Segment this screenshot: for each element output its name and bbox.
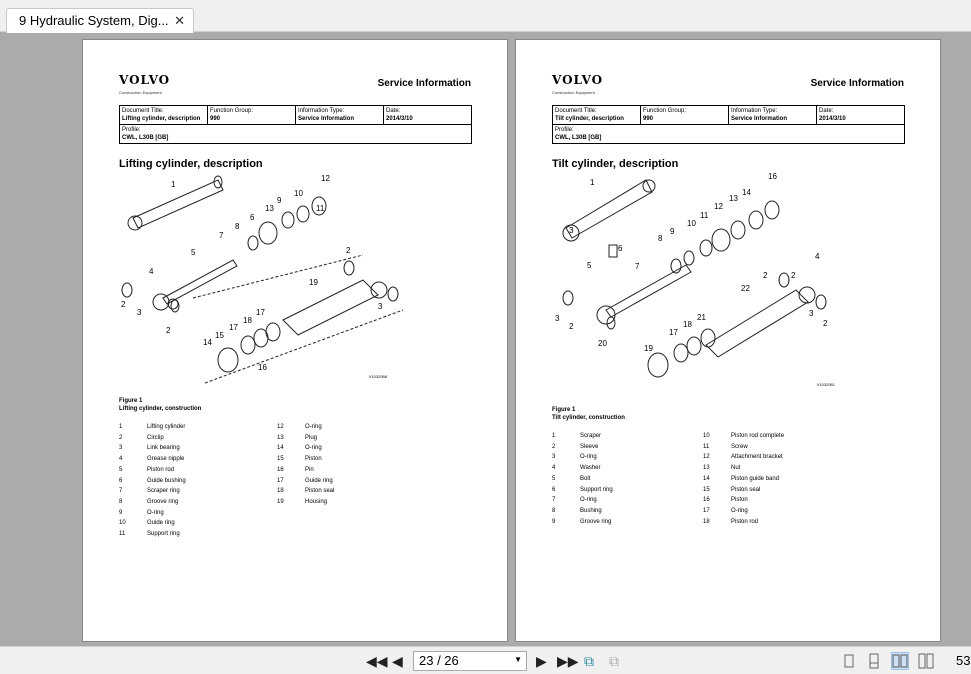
part-name: Washer — [580, 465, 601, 472]
logo-subtitle: Construction Equipment — [119, 90, 162, 95]
callout-number: 17 — [669, 328, 678, 337]
callout-number: 1 — [171, 180, 176, 189]
part-number: 14 — [277, 445, 284, 452]
part-number: 4 — [552, 465, 556, 472]
callout-number: 3 — [809, 309, 814, 318]
tab-title: 9 Hydraulic System, Dig... — [19, 13, 169, 28]
doc-title-label: Document Title: — [555, 108, 597, 114]
callout-number: 2 — [121, 300, 126, 309]
part-number: 2 — [119, 434, 123, 441]
callout-number: 4 — [149, 267, 154, 276]
part-name: Guide bushing — [147, 477, 186, 484]
callout-number: 11 — [316, 204, 325, 213]
part-name: O-ring — [305, 424, 322, 430]
part-name: Piston seal — [305, 488, 335, 495]
callout-number: 20 — [598, 339, 607, 348]
parts-list-row — [119, 476, 186, 487]
figure-id: V1032958 — [368, 374, 387, 379]
part-name: Groove ring — [147, 498, 179, 505]
callout-number: 19 — [644, 344, 653, 353]
callout-number: 2 — [166, 326, 171, 335]
callout-number: 5 — [587, 261, 592, 270]
volvo-logo: VOLVO — [119, 73, 171, 87]
logo-subtitle: Construction Equipment — [552, 90, 595, 95]
info-type-label: Information Type: — [731, 108, 778, 114]
part-name: Housing — [305, 498, 328, 505]
callout-number: 16 — [258, 363, 267, 372]
part-number: 17 — [277, 477, 284, 484]
figure-label: Figure 1 — [552, 407, 576, 413]
part-name: Grease nipple — [147, 456, 185, 463]
figure-label: Figure 1 — [119, 398, 143, 404]
parts-list-row — [703, 463, 784, 474]
callout-number: 12 — [321, 174, 330, 183]
part-name: O-ring — [305, 445, 322, 452]
callout-number: 2 — [346, 246, 351, 255]
part-name: Circlip — [147, 434, 164, 441]
parts-list-row — [703, 442, 784, 453]
part-number: 4 — [119, 456, 123, 463]
parts-list-row — [277, 476, 334, 487]
single-page-view-icon[interactable] — [840, 652, 858, 670]
part-number: 1 — [552, 433, 556, 439]
part-name: Piston rod — [731, 518, 759, 525]
callout-number: 15 — [215, 331, 224, 340]
part-number: 3 — [552, 454, 556, 461]
part-name: Screw — [731, 443, 748, 450]
part-number: 10 — [119, 520, 126, 527]
parts-list-row — [552, 452, 613, 463]
figure-id: V1032951 — [816, 382, 835, 387]
first-page-button[interactable]: ◀◀ — [366, 653, 388, 669]
page-selector[interactable] — [413, 651, 527, 671]
parts-list — [277, 422, 334, 508]
close-tab-icon[interactable]: ✕ — [174, 13, 185, 28]
part-name: Pin — [305, 466, 314, 473]
parts-list-row — [277, 497, 334, 508]
parts-list-row — [119, 454, 186, 465]
parts-list-row — [703, 506, 784, 517]
continuous-view-icon[interactable] — [865, 652, 883, 670]
profile: CWL, L30B [GB] — [555, 135, 602, 141]
callout-number: 8 — [658, 234, 663, 243]
part-number: 3 — [119, 445, 123, 452]
parts-list-row — [552, 431, 613, 442]
part-number: 16 — [277, 466, 284, 473]
continuous-facing-view-icon[interactable] — [917, 652, 935, 670]
parts-list-row — [703, 452, 784, 463]
page-heading: Lifting cylinder, description — [119, 158, 263, 170]
callout-number: 1 — [590, 178, 595, 187]
part-name: Attachment bracket — [731, 454, 783, 461]
page-number: 23 / 26 — [419, 653, 459, 668]
parts-list-row — [277, 422, 334, 433]
info-type: Service Information — [731, 116, 788, 122]
figure-title: Tilt cylinder, construction — [552, 415, 625, 421]
callout-number: 22 — [741, 284, 750, 293]
callout-number: 8 — [235, 222, 240, 231]
callout-number: 2 — [763, 271, 768, 280]
part-name: Piston guide band — [731, 475, 780, 482]
parts-list-row — [552, 485, 613, 496]
part-name: Piston seal — [731, 486, 761, 493]
part-number: 18 — [277, 488, 284, 495]
callout-number: 13 — [265, 204, 274, 213]
volvo-logo: VOLVO — [552, 73, 604, 87]
parts-list-row — [552, 474, 613, 485]
doc-title-label: Document Title: — [122, 108, 164, 114]
parts-list-row — [119, 497, 186, 508]
callout-number: 16 — [768, 172, 777, 181]
part-name: Bushing — [580, 507, 602, 514]
callout-number: 11 — [700, 211, 709, 220]
parts-list-row — [703, 474, 784, 485]
callout-number: 17 — [256, 308, 265, 317]
callout-number: 10 — [687, 219, 696, 228]
part-number: 11 — [703, 443, 710, 450]
part-number: 1 — [119, 424, 123, 430]
callout-number: 3 — [137, 308, 142, 317]
part-number: 9 — [552, 518, 556, 525]
callout-number: 7 — [219, 231, 224, 240]
next-view-icon: ⧉ — [609, 653, 619, 669]
parts-list-row — [119, 508, 186, 519]
part-number: 5 — [119, 466, 123, 473]
part-name: Piston rod — [147, 466, 175, 473]
callout-number: 7 — [635, 262, 640, 271]
callout-number: 10 — [294, 189, 303, 198]
callout-number: 2 — [791, 271, 796, 280]
doc-title: Lifting cylinder, description — [122, 116, 201, 122]
callout-number: 14 — [742, 188, 751, 197]
parts-list-row — [277, 443, 334, 454]
parts-list-row — [119, 518, 186, 529]
part-number: 17 — [703, 507, 710, 514]
part-number: 9 — [119, 509, 123, 516]
part-number: 15 — [277, 456, 284, 463]
callout-number: 18 — [243, 316, 252, 325]
parts-list-row — [703, 431, 784, 442]
navigation-toolbar — [0, 646, 971, 674]
date: 2014/3/10 — [386, 116, 413, 122]
parts-list-row — [119, 486, 186, 497]
parts-list-row — [277, 486, 334, 497]
part-name: O-ring — [731, 507, 748, 514]
exploded-view-drawing — [516, 40, 942, 643]
document-page — [82, 39, 508, 642]
parts-list-row — [703, 485, 784, 496]
callout-number: 6 — [250, 213, 255, 222]
callout-number: 5 — [191, 248, 196, 257]
parts-list-row — [277, 433, 334, 444]
callout-number: 19 — [309, 278, 318, 287]
next-page-button[interactable]: ▶ — [536, 653, 547, 669]
part-number: 15 — [703, 486, 710, 493]
facing-view-icon[interactable] — [891, 652, 909, 670]
parts-list — [703, 431, 784, 527]
callout-number: 9 — [277, 196, 282, 205]
callout-number: 3 — [569, 226, 574, 235]
date-label: Date: — [819, 108, 834, 114]
part-number: 7 — [552, 497, 556, 504]
parts-list-row — [552, 463, 613, 474]
parts-list-row — [552, 517, 613, 528]
callout-number: 3 — [555, 314, 560, 323]
part-name: O-ring — [147, 509, 164, 516]
callout-number: 14 — [203, 338, 212, 347]
parts-list — [119, 422, 186, 540]
document-tab[interactable] — [6, 8, 194, 33]
parts-list-row — [119, 529, 186, 540]
part-name: Guide ring — [305, 477, 333, 484]
part-number: 6 — [552, 486, 556, 493]
parts-list-row — [552, 442, 613, 453]
tab-bar — [0, 0, 971, 32]
figure-caption — [552, 406, 625, 422]
part-name: Link bearing — [147, 445, 180, 452]
part-name: Guide ring — [147, 520, 175, 527]
part-number: 8 — [552, 507, 556, 514]
callout-number: 13 — [729, 194, 738, 203]
exploded-view-drawing — [83, 40, 509, 643]
part-name: Groove ring — [580, 518, 612, 525]
parts-list — [552, 431, 613, 527]
profile-label: Profile: — [555, 127, 574, 133]
part-name: Scraper — [580, 433, 602, 439]
part-name: Scraper ring — [147, 488, 180, 495]
part-name: Lifting cylinder — [147, 424, 186, 430]
part-name: Piston rod complete — [731, 433, 785, 439]
part-number: 11 — [119, 531, 126, 538]
parts-list-row — [119, 443, 186, 454]
part-number: 12 — [703, 454, 710, 461]
part-name: Support ring — [147, 531, 180, 538]
callout-number: 4 — [815, 252, 820, 261]
part-number: 18 — [703, 518, 710, 525]
parts-list-row — [119, 465, 186, 476]
profile: CWL, L30B [GB] — [122, 135, 169, 141]
callout-number: 18 — [683, 320, 692, 329]
document-page — [515, 39, 941, 642]
callout-number: 6 — [618, 244, 623, 253]
part-number: 8 — [119, 498, 123, 505]
profile-label: Profile: — [122, 127, 141, 133]
part-number: 10 — [703, 433, 710, 439]
parts-list-row — [277, 465, 334, 476]
part-number: 5 — [552, 475, 556, 482]
info-type-label: Information Type: — [298, 108, 345, 114]
part-number: 13 — [277, 434, 284, 441]
function-group-label: Function Group: — [210, 108, 254, 114]
callout-number: 3 — [378, 302, 383, 311]
zoom-level[interactable]: 53 — [956, 653, 971, 668]
figure-title: Lifting cylinder, construction — [119, 406, 202, 412]
part-number: 7 — [119, 488, 123, 495]
previous-view-icon[interactable]: ⧉ — [584, 653, 594, 669]
parts-list-row — [552, 506, 613, 517]
part-number: 16 — [703, 497, 710, 504]
date-label: Date: — [386, 108, 401, 114]
callout-number: 2 — [823, 319, 828, 328]
part-name: Nut — [731, 465, 741, 472]
doc-title: Tilt cylinder, description — [555, 116, 624, 122]
part-number: 14 — [703, 475, 710, 482]
part-name: Piston — [305, 456, 322, 463]
part-name: Plug — [305, 434, 318, 441]
date: 2014/3/10 — [819, 116, 846, 122]
callout-number: 17 — [229, 323, 238, 332]
parts-list-row — [277, 454, 334, 465]
function-group: 990 — [643, 116, 654, 122]
function-group: 990 — [210, 116, 221, 122]
part-name: Piston — [731, 497, 748, 504]
previous-page-button[interactable]: ◀ — [392, 653, 403, 669]
part-name: Support ring — [580, 486, 613, 493]
part-number: 12 — [277, 424, 284, 430]
chevron-down-icon[interactable]: ▼ — [514, 655, 522, 664]
parts-list-row — [703, 495, 784, 506]
part-number: 2 — [552, 443, 556, 450]
header-title: Service Information — [377, 78, 471, 89]
figure-caption — [119, 397, 201, 413]
parts-list-row — [552, 495, 613, 506]
header-title: Service Information — [810, 78, 904, 89]
callout-number: 9 — [670, 227, 675, 236]
part-number: 6 — [119, 477, 123, 484]
callout-number: 12 — [714, 202, 723, 211]
last-page-button[interactable]: ▶▶ — [557, 653, 579, 669]
parts-list-row — [703, 517, 784, 528]
part-name: Bolt — [580, 475, 591, 482]
part-name: O-ring — [580, 497, 597, 504]
parts-list-row — [119, 422, 186, 433]
callout-number: 2 — [569, 322, 574, 331]
page-heading: Tilt cylinder, description — [552, 158, 679, 170]
parts-list-row — [119, 433, 186, 444]
info-type: Service Information — [298, 116, 355, 122]
function-group-label: Function Group: — [643, 108, 687, 114]
part-name: Sleeve — [580, 443, 599, 450]
part-number: 19 — [277, 498, 284, 505]
callout-number: 21 — [697, 313, 706, 322]
part-number: 13 — [703, 465, 710, 472]
part-name: O-ring — [580, 454, 597, 461]
